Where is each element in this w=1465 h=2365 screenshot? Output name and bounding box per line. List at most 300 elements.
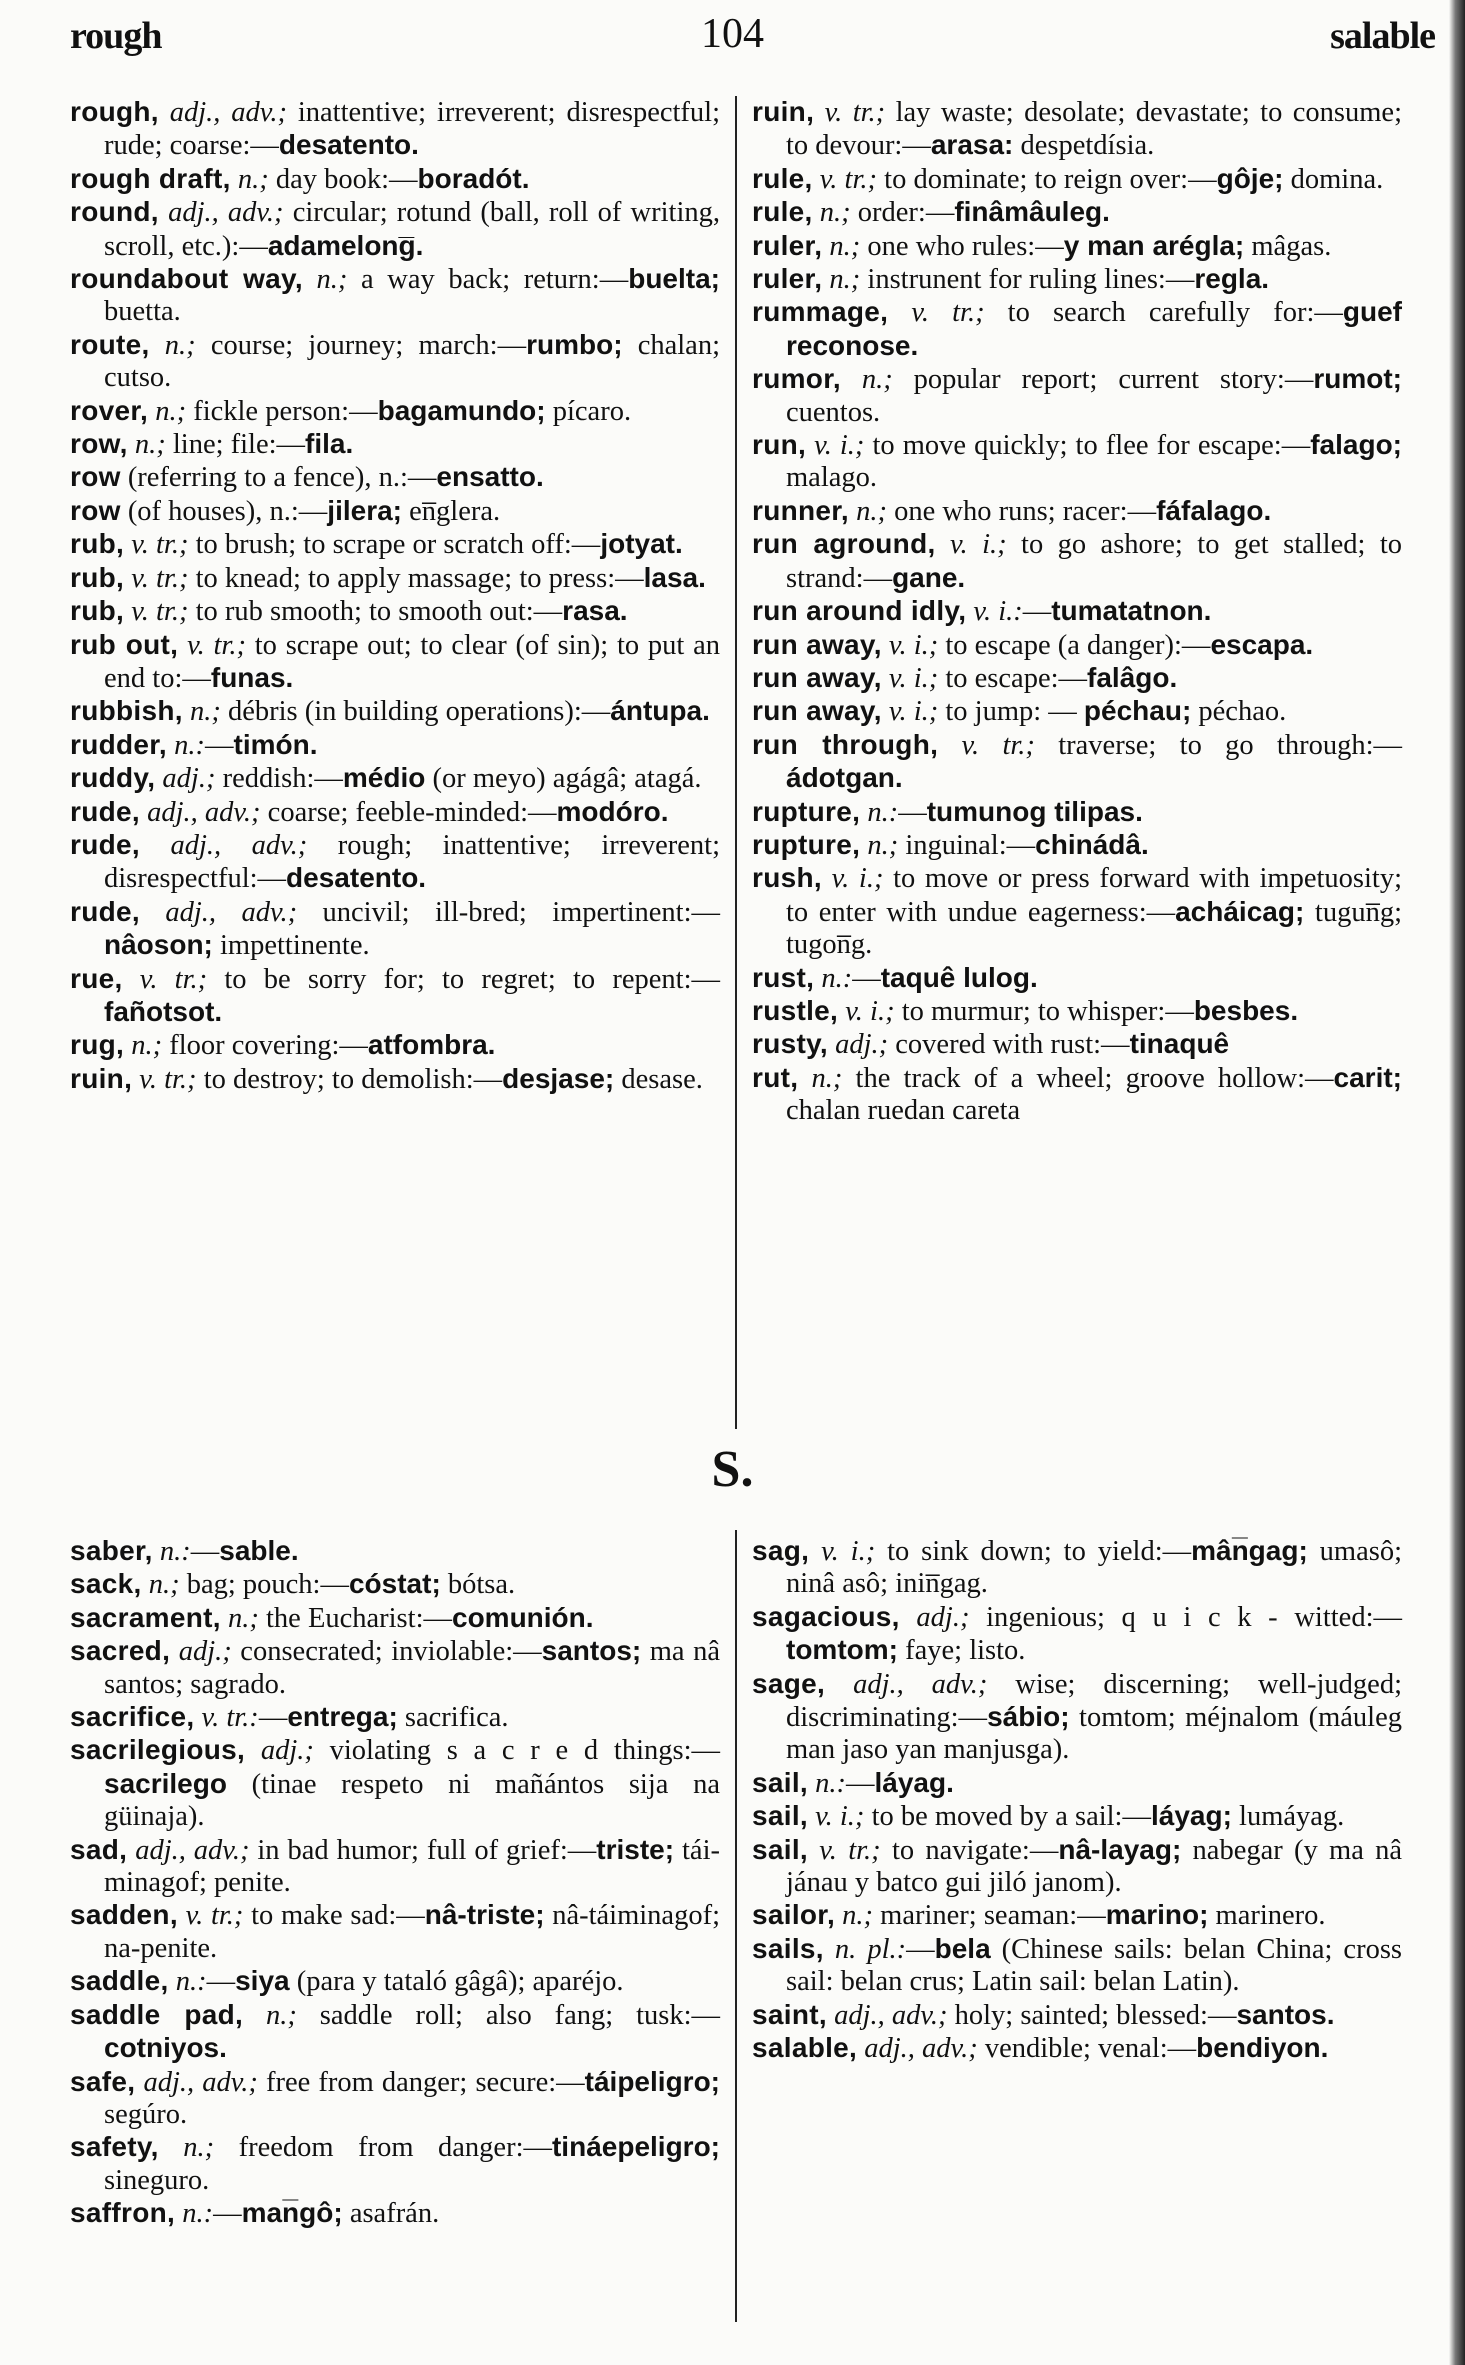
entry-part-of-speech: n.; (237, 163, 269, 195)
entry-definition: débris (in building operations):— (220, 696, 611, 728)
entry-chamorro-equivalent: ádotgan. (786, 762, 903, 794)
entry-headword: rupture, (752, 828, 861, 860)
entry-variants: nâ-táiminagof; na-penite. (104, 1900, 720, 1964)
entry-headword: rough draft, (70, 162, 231, 194)
running-head-right: salable (1330, 15, 1435, 57)
entry-headword: saddle pad, (70, 1998, 244, 2030)
entry-chamorro-equivalent: finâmâuleg. (954, 196, 1110, 228)
entry-definition: day book:— (268, 163, 418, 195)
dictionary-entry (752, 829, 1402, 862)
entry-headword: sacrifice, (70, 1701, 195, 1733)
entry-part-of-speech: v. tr.; (819, 1834, 881, 1866)
entry-headword: run away, (752, 628, 882, 660)
entry-chamorro-equivalent: sábio; (987, 1701, 1070, 1733)
entry-definition: to make sad:— (243, 1900, 425, 1932)
entry-headword: ruler, (752, 229, 823, 261)
dictionary-entry (752, 263, 1402, 296)
entry-headword: rule, (752, 162, 813, 194)
entry-chamorro-equivalent: lasa. (643, 561, 706, 593)
entry-variants: buetta. (104, 296, 181, 328)
entry-headword: sage, (752, 1667, 826, 1699)
entry-variants: lumáyag. (1231, 1801, 1345, 1833)
entry-chamorro-equivalent: entrega; (287, 1701, 398, 1733)
entry-chamorro-equivalent: man̅gô; (241, 2197, 343, 2229)
entry-definition: wise; discerning; well-judged; discriminating:— (786, 1668, 1402, 1734)
entry-chamorro-equivalent: gane. (892, 561, 966, 593)
entry-chamorro-equivalent: buelta; (628, 263, 720, 295)
entry-part-of-speech: adj.; (916, 1601, 970, 1633)
entry-headword: rude, (70, 795, 140, 827)
running-head-left: rough (70, 15, 162, 57)
entry-part-of-speech: v. i.; (831, 863, 884, 895)
column-r-left (70, 96, 720, 1096)
entry-part-of-speech: n.; (148, 1569, 180, 1601)
entry-definition: traverse; to go through:— (1034, 729, 1402, 761)
entry-chamorro-equivalent: adamelong̅. (267, 229, 424, 261)
entry-definition: violating s a c r e d things:— (313, 1735, 721, 1767)
entry-chamorro-equivalent: rumbo; (526, 328, 623, 360)
dictionary-entry (752, 528, 1402, 595)
entry-part-of-speech: n.: (159, 1536, 191, 1567)
entry-headword: rue, (70, 962, 123, 994)
book-spine-edge (1449, 0, 1465, 2365)
dictionary-entry (752, 1933, 1402, 1999)
entry-definition: to search carefully for:— (984, 297, 1343, 329)
entry-part-of-speech: v. tr.: (201, 1702, 259, 1734)
entry-part-of-speech: n.; (842, 1900, 874, 1932)
entry-part-of-speech: n.; (829, 264, 861, 296)
entry-chamorro-equivalent: ensatto. (436, 461, 544, 493)
dictionary-entry (70, 1063, 720, 1096)
entry-variants: nabegar (y ma nâ jánau y batco gui jiló janom). (786, 1834, 1403, 1899)
dictionary-entry (752, 1668, 1402, 1767)
entry-definition: — (845, 1767, 875, 1799)
entry-chamorro-equivalent: tumatatnon. (1051, 595, 1212, 627)
entry-part-of-speech: n.: (182, 2198, 214, 2230)
column-s-left (70, 1535, 720, 2231)
entry-chamorro-equivalent: nâ-triste; (424, 1899, 545, 1931)
entry-part-of-speech: v. tr.; (187, 629, 246, 661)
entry-chamorro-equivalent: guef reconose. (786, 296, 1402, 361)
entry-headword: saber, (70, 1535, 153, 1566)
entry-definition: the Eucharist:— (258, 1602, 452, 1634)
entry-headword: rude, (70, 828, 140, 860)
entry-headword: runner, (752, 494, 850, 526)
entry-definition: to escape (a danger):— (938, 629, 1211, 661)
entry-part-of-speech: v. tr.; (139, 1063, 197, 1095)
entry-definition: covered with rust:— (888, 1029, 1130, 1061)
dictionary-entry (70, 1602, 720, 1635)
entry-part-of-speech: adj., adv.; (147, 796, 261, 828)
entry-headword: rug, (70, 1029, 125, 1061)
entry-chamorro-equivalent: tináepeligro; (551, 2131, 720, 2163)
dictionary-entry (70, 963, 720, 1030)
entry-definition: mariner; seaman:— (873, 1900, 1106, 1932)
entry-headword: salable, (752, 2032, 858, 2064)
entry-headword: roundabout way, (70, 263, 303, 295)
entry-chamorro-equivalent: acháicag; (1175, 895, 1305, 927)
entry-chamorro-equivalent: desatento. (286, 862, 427, 894)
entry-chamorro-equivalent: tinaquê (1129, 1028, 1230, 1060)
entry-headword: ruin, (752, 96, 815, 127)
entry-headword: rough, (70, 96, 159, 127)
entry-variants: asafrán. (342, 2198, 440, 2230)
dictionary-entry (70, 1834, 720, 1900)
entry-chamorro-equivalent: cotniyos. (104, 2032, 227, 2064)
entry-chamorro-equivalent: sacrilego (104, 1767, 227, 1799)
entry-part-of-speech: v. tr.; (131, 529, 189, 561)
entry-definition: — (205, 729, 234, 761)
entry-definition: — (852, 962, 881, 994)
entry-variants: bótsa. (440, 1569, 516, 1601)
entry-chamorro-equivalent: sable. (219, 1535, 299, 1566)
entry-chamorro-equivalent: láyag. (874, 1766, 954, 1798)
dictionary-entry (752, 230, 1402, 263)
dictionary-entry (70, 329, 720, 395)
entry-chamorro-equivalent: jilera; (327, 494, 402, 526)
entry-definition: — (1022, 596, 1052, 628)
entry-chamorro-equivalent: jotyat. (600, 528, 683, 560)
entry-part-of-speech: n.; (183, 2132, 215, 2164)
entry-headword: safety, (70, 2131, 159, 2163)
entry-part-of-speech: adj., adv.; (834, 1999, 948, 2031)
entry-chamorro-equivalent: santos; (541, 1635, 642, 1667)
entry-definition: to brush; to scrape or scratch off:— (188, 529, 601, 561)
dictionary-entry (70, 2197, 720, 2230)
dictionary-entry (70, 1635, 720, 1701)
entry-headword: rumor, (752, 363, 841, 395)
entry-variants: ma nâ santos; sagrado. (104, 1636, 721, 1700)
entry-headword: run, (752, 429, 807, 461)
entry-part-of-speech: n.; (134, 429, 166, 461)
entry-definition: to be sorry for; to regret; to repent:— (207, 963, 720, 995)
entry-part-of-speech: n.; (155, 395, 187, 427)
entry-headword: rustle, (752, 994, 839, 1026)
entry-definition: to destroy; to demolish:— (196, 1063, 503, 1095)
column-r-right (752, 96, 1402, 1128)
dictionary-entry (752, 729, 1402, 796)
entry-definition: (referring to a fence), n.:— (120, 462, 437, 494)
entry-part-of-speech: n.: (175, 1966, 207, 1998)
entry-headword: sagacious, (752, 1600, 900, 1632)
dictionary-entry (70, 2066, 720, 2132)
entry-part-of-speech: n.: (867, 796, 899, 828)
entry-definition: instrunent for ruling lines:— (860, 264, 1195, 296)
entry-headword: sails, (752, 1932, 824, 1964)
entry-definition: uncivil; ill-bred; impertinent:— (297, 896, 720, 928)
column-s-right (752, 1535, 1402, 2066)
entry-headword: rusty, (752, 1028, 828, 1060)
entry-chamorro-equivalent: siya (235, 1965, 290, 1997)
entry-headword: run aground, (752, 528, 936, 560)
entry-chamorro-equivalent: atfombra. (367, 1029, 496, 1061)
dictionary-entry (70, 1999, 720, 2066)
entry-variants: (or meyo) agágâ; atagá. (425, 763, 702, 795)
entry-headword: ruddy, (70, 762, 156, 794)
dictionary-entry (70, 395, 720, 428)
dictionary-entry (752, 429, 1402, 495)
entry-chamorro-equivalent: comunión. (452, 1601, 594, 1633)
entry-part-of-speech: n.; (266, 1999, 297, 2031)
entry-headword: safe, (70, 2065, 136, 2097)
entry-definition: bag; pouch:— (179, 1569, 349, 1601)
entry-part-of-speech: adj.; (260, 1735, 314, 1767)
entry-headword: route, (70, 328, 150, 360)
entry-definition: fickle person:— (186, 395, 378, 427)
entry-definition: course; journey; march:— (195, 329, 527, 361)
entry-headword: rub out, (70, 628, 179, 660)
entry-part-of-speech: adj.; (835, 1029, 889, 1061)
entry-definition: coarse; feeble-minded:— (260, 796, 557, 828)
entry-headword: rupture, (752, 795, 861, 827)
entry-headword: row (70, 461, 121, 493)
entry-variants: péchao. (1191, 696, 1287, 728)
dictionary-entry (752, 1601, 1402, 1668)
entry-part-of-speech: adj.; (178, 1636, 232, 1668)
dictionary-entry (752, 1834, 1402, 1900)
entry-chamorro-equivalent: marino; (1105, 1899, 1209, 1931)
dictionary-entry (70, 1701, 720, 1734)
entry-chamorro-equivalent: falago; (1310, 429, 1402, 461)
entry-chamorro-equivalent: nâ-layag; (1058, 1833, 1182, 1865)
entry-headword: rush, (752, 862, 822, 894)
entry-part-of-speech: adj., adv.; (165, 896, 298, 928)
entry-headword: row (70, 494, 121, 526)
entry-variants: sacrifica. (397, 1702, 509, 1734)
column-divider-top (735, 96, 737, 1429)
entry-part-of-speech: adj., adv.; (864, 2033, 978, 2065)
entry-definition: holy; sainted; blessed:— (947, 1999, 1237, 2031)
entry-chamorro-equivalent: táipeligro; (584, 2065, 720, 2097)
dictionary-entry (70, 1535, 720, 1568)
entry-definition: to sink down; to yield:— (875, 1536, 1192, 1567)
entry-definition: to navigate:— (880, 1834, 1059, 1866)
entry-chamorro-equivalent: fila. (305, 428, 354, 460)
entry-headword: rudder, (70, 728, 168, 760)
entry-definition: — (213, 2198, 242, 2230)
dictionary-entry (70, 196, 720, 263)
entry-headword: sacrament, (70, 1601, 221, 1633)
dictionary-entry (752, 1999, 1402, 2032)
entry-definition: consecrated; inviolable:— (231, 1636, 542, 1668)
entry-definition: — (906, 1933, 935, 1965)
entry-headword: sailor, (752, 1899, 836, 1931)
entry-headword: saint, (752, 1998, 827, 2030)
dictionary-entry (752, 1800, 1402, 1833)
entry-part-of-speech: v. i.; (814, 430, 865, 462)
entry-definition: popular report; current story:— (892, 364, 1314, 396)
entry-headword: sail, (752, 1833, 808, 1865)
entry-variants: chalan; cutso. (104, 329, 720, 394)
dictionary-entry (70, 629, 720, 696)
entry-definition: a way back; return:— (347, 264, 629, 296)
dictionary-entry (70, 528, 720, 561)
entry-chamorro-equivalent: bendiyon. (1196, 2032, 1329, 2064)
entry-chamorro-equivalent: láyag; (1150, 1800, 1232, 1832)
dictionary-entry (752, 629, 1402, 662)
entry-headword: ruler, (752, 263, 823, 295)
entry-part-of-speech: n.; (811, 1062, 843, 1094)
entry-headword: round, (70, 196, 159, 228)
entry-part-of-speech: v. i.; (821, 1536, 876, 1567)
entry-part-of-speech: adj., adv.; (169, 97, 287, 128)
entry-chamorro-equivalent: desatento. (278, 129, 419, 161)
entry-definition: to jump: — (938, 696, 1084, 728)
dictionary-entry (70, 495, 720, 528)
entry-chamorro-equivalent: tumunog tilipas. (926, 795, 1143, 827)
entry-chamorro-equivalent: escapa. (1210, 628, 1314, 660)
entry-definition: to be moved by a sail:— (864, 1801, 1151, 1833)
entry-part-of-speech: v. tr.; (961, 729, 1035, 761)
dictionary-entry (70, 1899, 720, 1965)
entry-definition: to dominate; to reign over:— (877, 163, 1217, 195)
dictionary-entry (752, 695, 1402, 728)
entry-variants: impettinente. (212, 930, 370, 962)
entry-variants: tomtom; méjnalom (máuleg man jaso yan manjusga). (786, 1702, 1402, 1766)
dictionary-entry (752, 495, 1402, 528)
dictionary-entry (752, 796, 1402, 829)
dictionary-entry (70, 729, 720, 762)
entry-chamorro-equivalent: péchau; (1083, 695, 1192, 727)
entry-headword: rut, (752, 1061, 799, 1093)
entry-chamorro-equivalent: desjase; (502, 1062, 615, 1094)
entry-chamorro-equivalent: timón. (233, 728, 318, 760)
dictionary-entry (752, 1899, 1402, 1932)
entry-part-of-speech: v. tr.; (139, 963, 208, 995)
entry-headword: run around idly, (752, 595, 967, 627)
entry-part-of-speech: adj., adv.; (143, 2066, 258, 2098)
entry-variants: pícaro. (545, 395, 632, 427)
dictionary-entry (70, 829, 720, 896)
entry-headword: saddle, (70, 1965, 169, 1997)
entry-chamorro-equivalent: regla. (1194, 263, 1270, 295)
page-number: 104 (701, 11, 764, 57)
entry-part-of-speech: adj., adv.; (135, 1834, 250, 1866)
entry-definition: to escape:— (938, 662, 1088, 694)
entry-headword: run away, (752, 661, 882, 693)
entry-chamorro-equivalent: boradót. (417, 162, 530, 194)
dictionary-entry (70, 96, 720, 163)
dictionary-entry (752, 96, 1402, 163)
dictionary-entry (752, 2032, 1402, 2065)
entry-headword: sacrilegious, (70, 1734, 246, 1766)
entry-chamorro-equivalent: taquê lulog. (880, 961, 1038, 993)
entry-definition: vendible; venal:— (977, 2033, 1197, 2065)
entry-headword: rub, (70, 528, 125, 560)
entry-definition: to knead; to apply massage; to press:— (188, 562, 644, 594)
dictionary-entry (70, 428, 720, 461)
dictionary-entry (70, 1568, 720, 1601)
entry-definition: to move quickly; to flee for escape:— (864, 430, 1311, 462)
entry-variants: umasô; ninâ asô; inin̅gag. (786, 1536, 1403, 1600)
entry-variants: malago. (786, 462, 878, 494)
entry-definition: line; file:— (165, 429, 306, 461)
dictionary-entry (752, 1535, 1402, 1601)
entry-headword: run through, (752, 728, 939, 760)
entry-part-of-speech: v. i.: (973, 596, 1023, 628)
entry-definition: lay waste; desolate; devastate; to consume; to devour:— (786, 97, 1402, 162)
entry-definition: — (258, 1702, 288, 1734)
entry-headword: sadden, (70, 1899, 178, 1931)
entry-chamorro-equivalent: cóstat; (348, 1568, 441, 1600)
entry-definition: — (206, 1966, 236, 1998)
dictionary-entry (70, 896, 720, 963)
entry-part-of-speech: adj.; (162, 763, 216, 795)
dictionary-entry (70, 263, 720, 329)
dictionary-entry (752, 163, 1402, 196)
entry-headword: rubbish, (70, 695, 183, 727)
entry-definition: ingenious; q u i c k - witted:— (969, 1601, 1402, 1633)
entry-part-of-speech: n.; (228, 1602, 259, 1634)
entry-chamorro-equivalent: carit; (1333, 1061, 1402, 1093)
dictionary-entry (70, 562, 720, 595)
entry-headword: ruin, (70, 1062, 133, 1094)
entry-part-of-speech: v. tr.; (131, 596, 189, 628)
entry-headword: rub, (70, 561, 125, 593)
entry-chamorro-equivalent: bagamundo; (377, 394, 546, 426)
entry-headword: sail, (752, 1800, 808, 1832)
dictionary-entry (70, 595, 720, 628)
dictionary-entry (752, 962, 1402, 995)
dictionary-entry (752, 1767, 1402, 1800)
dictionary-entry (752, 196, 1402, 229)
entry-variants: desase. (614, 1063, 703, 1095)
entry-variants: sineguro. (104, 2164, 210, 2196)
entry-definition: (of houses), n.:— (120, 495, 328, 527)
entry-part-of-speech: n.: (174, 729, 206, 761)
entry-part-of-speech: v. tr.; (131, 562, 189, 594)
dictionary-entry (70, 2131, 720, 2197)
dictionary-entry (752, 595, 1402, 628)
entry-definition: to murmur; to whisper:— (894, 995, 1194, 1027)
entry-definition: saddle roll; also fang; tusk:— (296, 1999, 721, 2031)
entry-definition: freedom from danger:— (214, 2132, 552, 2164)
entry-part-of-speech: adj., adv.; (168, 197, 284, 229)
entry-part-of-speech: n. pl.: (834, 1933, 907, 1965)
entry-definition: inguinal:— (898, 829, 1036, 861)
entry-variants: domina. (1283, 163, 1384, 195)
dictionary-entry (70, 796, 720, 829)
entry-part-of-speech: n.; (819, 197, 851, 229)
entry-variants: segúro. (104, 2098, 188, 2130)
entry-headword: rust, (752, 961, 815, 993)
entry-definition: free from danger; secure:— (257, 2066, 585, 2098)
entry-chamorro-equivalent: funas. (210, 661, 294, 693)
entry-chamorro-equivalent: nâoson; (104, 929, 213, 961)
entry-part-of-speech: v. tr.; (185, 1900, 244, 1932)
entry-part-of-speech: n.; (829, 230, 861, 262)
entry-headword: rub, (70, 595, 125, 627)
entry-definition: floor covering:— (162, 1030, 368, 1062)
entry-headword: rude, (70, 895, 140, 927)
entry-variants: tái-minagof; penite. (104, 1834, 720, 1899)
entry-variants: en̅glera. (402, 495, 501, 527)
entry-headword: run away, (752, 695, 882, 727)
entry-definition: to scrape out; to clear (of sin); to put an end to:— (104, 629, 721, 694)
entry-part-of-speech: n.; (316, 264, 348, 296)
entry-chamorro-equivalent: tomtom; (786, 1634, 898, 1666)
dictionary-entry (70, 461, 720, 494)
entry-headword: sail, (752, 1766, 808, 1798)
dictionary-entry (70, 762, 720, 795)
section-letter: S. (711, 1441, 754, 1498)
entry-definition: order:— (850, 197, 955, 229)
entry-part-of-speech: n.: (821, 962, 853, 994)
dictionary-entry (70, 163, 720, 196)
entry-chamorro-equivalent: fáfalago. (1156, 494, 1272, 526)
entry-headword: sag, (752, 1535, 810, 1566)
entry-variants: (tinae respeto ni mañántos sija na güinaja). (104, 1768, 720, 1833)
